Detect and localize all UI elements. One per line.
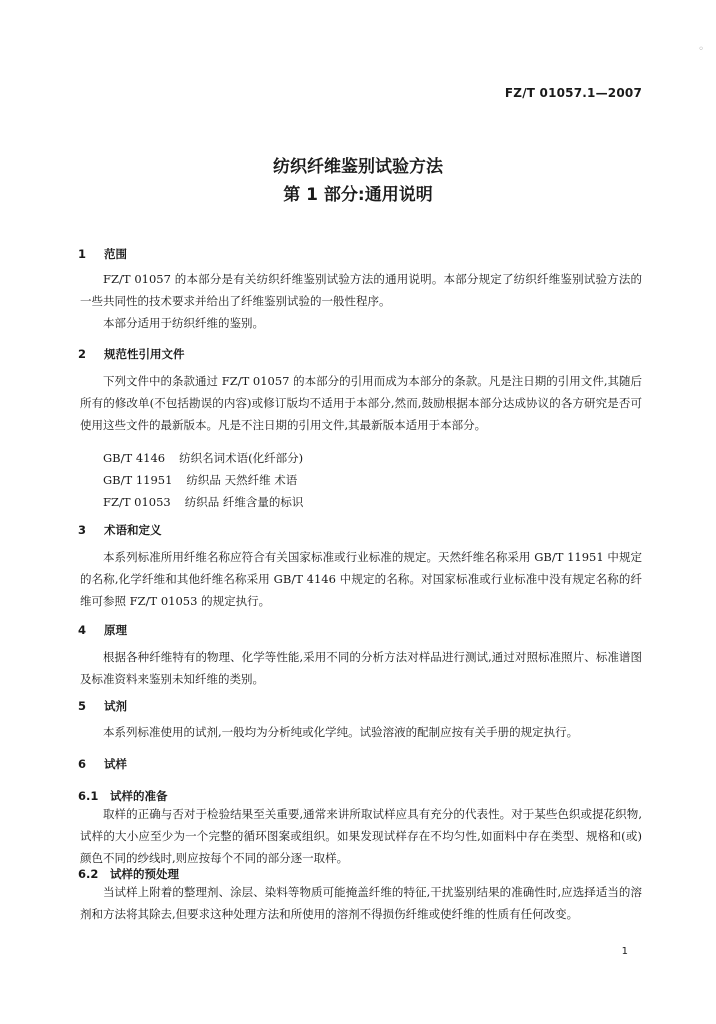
section-4-paragraph-1: 根据各种纤维特有的物理、化学等性能,采用不同的分析方法对样品进行测试,通过对照标准照片、标准谱图及标准资料来鉴别未知纤维的类别。 — [80, 650, 642, 686]
section-6-1-heading — [78, 788, 168, 804]
reference-item — [103, 447, 317, 469]
section-number: 2 — [78, 347, 87, 361]
section-number: 5 — [78, 699, 87, 713]
section-4-heading — [78, 622, 127, 638]
reference-name: 纺织名词术语(化纤部分) — [179, 451, 304, 465]
reference-code: GB/T 11951 — [103, 473, 173, 487]
reference-code: GB/T 4146 — [103, 451, 166, 465]
standard-code: FZ/T 01057.1—2007 — [504, 86, 642, 100]
section-title: 原理 — [104, 623, 127, 637]
section-title: 试样 — [104, 757, 127, 771]
section-1-paragraph-1: FZ/T 01057 的本部分是有关纺织纤维鉴别试验方法的通用说明。本部分规定了纺织纤维鉴别试验方法的一些共同性的技术要求并给出了纤维鉴别试验的一般性程序。 — [80, 272, 642, 308]
section-1-heading — [78, 246, 127, 262]
section-title: 规范性引用文件 — [104, 347, 185, 361]
document-subtitle: 第 1 部分:通用说明 — [283, 185, 433, 205]
reference-name: 纺织品 天然纤维 术语 — [186, 473, 298, 487]
reference-item — [103, 469, 311, 491]
section-number: 4 — [78, 623, 87, 637]
section-5-paragraph-1: 本系列标准使用的试剂,一般均为分析纯或化学纯。试验溶液的配制应按有关手册的规定执行。 — [103, 725, 579, 739]
document-title: 纺织纤维鉴别试验方法 — [273, 157, 443, 177]
section-number: 1 — [78, 247, 87, 261]
subsection-number: 6.1 — [78, 789, 99, 803]
section-2-heading — [78, 346, 185, 362]
section-5-heading — [78, 698, 127, 714]
section-6-2-paragraph-1: 当试样上附着的整理剂、涂层、染料等物质可能掩盖纤维的特征,干扰鉴别结果的准确性时,应选择适当的溶剂和方法将其除去,但要求这种处理方法和所使用的溶剂不得损伤纤维或使纤维的性质有任何改变。 — [80, 885, 642, 921]
subsection-title: 试样的准备 — [110, 789, 168, 803]
section-title: 试剂 — [104, 699, 127, 713]
reference-name: 纺织品 纤维含量的标识 — [184, 495, 304, 509]
subsection-title: 试样的预处理 — [110, 867, 179, 881]
punch-mark: ◦ — [698, 44, 704, 55]
section-3-heading — [78, 522, 162, 538]
section-3-paragraph-1: 本系列标准所用纤维名称应符合有关国家标准或行业标准的规定。天然纤维名称采用 GB/T 11951 中规定的名称,化学纤维和其他纤维名称采用 GB/T 4146 中规定的名称。对国家标准或行业标准中没有规定名称的纤维可参照 FZ/T 01053 的规定执行。 — [80, 550, 642, 608]
section-number: 6 — [78, 757, 87, 771]
reference-item — [103, 491, 317, 513]
section-title: 范围 — [104, 247, 127, 261]
section-6-1-paragraph-1: 取样的正确与否对于检验结果至关重要,通常来讲所取试样应具有充分的代表性。对于某些色织或提花织物,试样的大小应至少为一个完整的循环图案或组织。如果发现试样存在不均匀性,如面料中存在类型、规格和(或)颜色不同的纱线时,则应按每个不同的部分逐一取样。 — [80, 807, 642, 865]
reference-code: FZ/T 01053 — [103, 495, 171, 509]
section-1-paragraph-2: 本部分适用于纺织纤维的鉴别。 — [103, 316, 264, 330]
subsection-number: 6.2 — [78, 867, 99, 881]
section-number: 3 — [78, 523, 87, 537]
section-6-heading — [78, 756, 127, 772]
section-2-paragraph-1: 下列文件中的条款通过 FZ/T 01057 的本部分的引用而成为本部分的条款。凡是注日期的引用文件,其随后所有的修改单(不包括勘误的内容)或修订版均不适用于本部分,然而,鼓励根据本部分达成协议的各方研究是否可使用这些文件的最新版本。凡是不注日期的引用文件,其最新版本适用于本部分。 — [80, 374, 642, 432]
section-6-2-heading — [78, 866, 179, 882]
page-number: 1 — [621, 946, 628, 957]
section-title: 术语和定义 — [104, 523, 162, 537]
